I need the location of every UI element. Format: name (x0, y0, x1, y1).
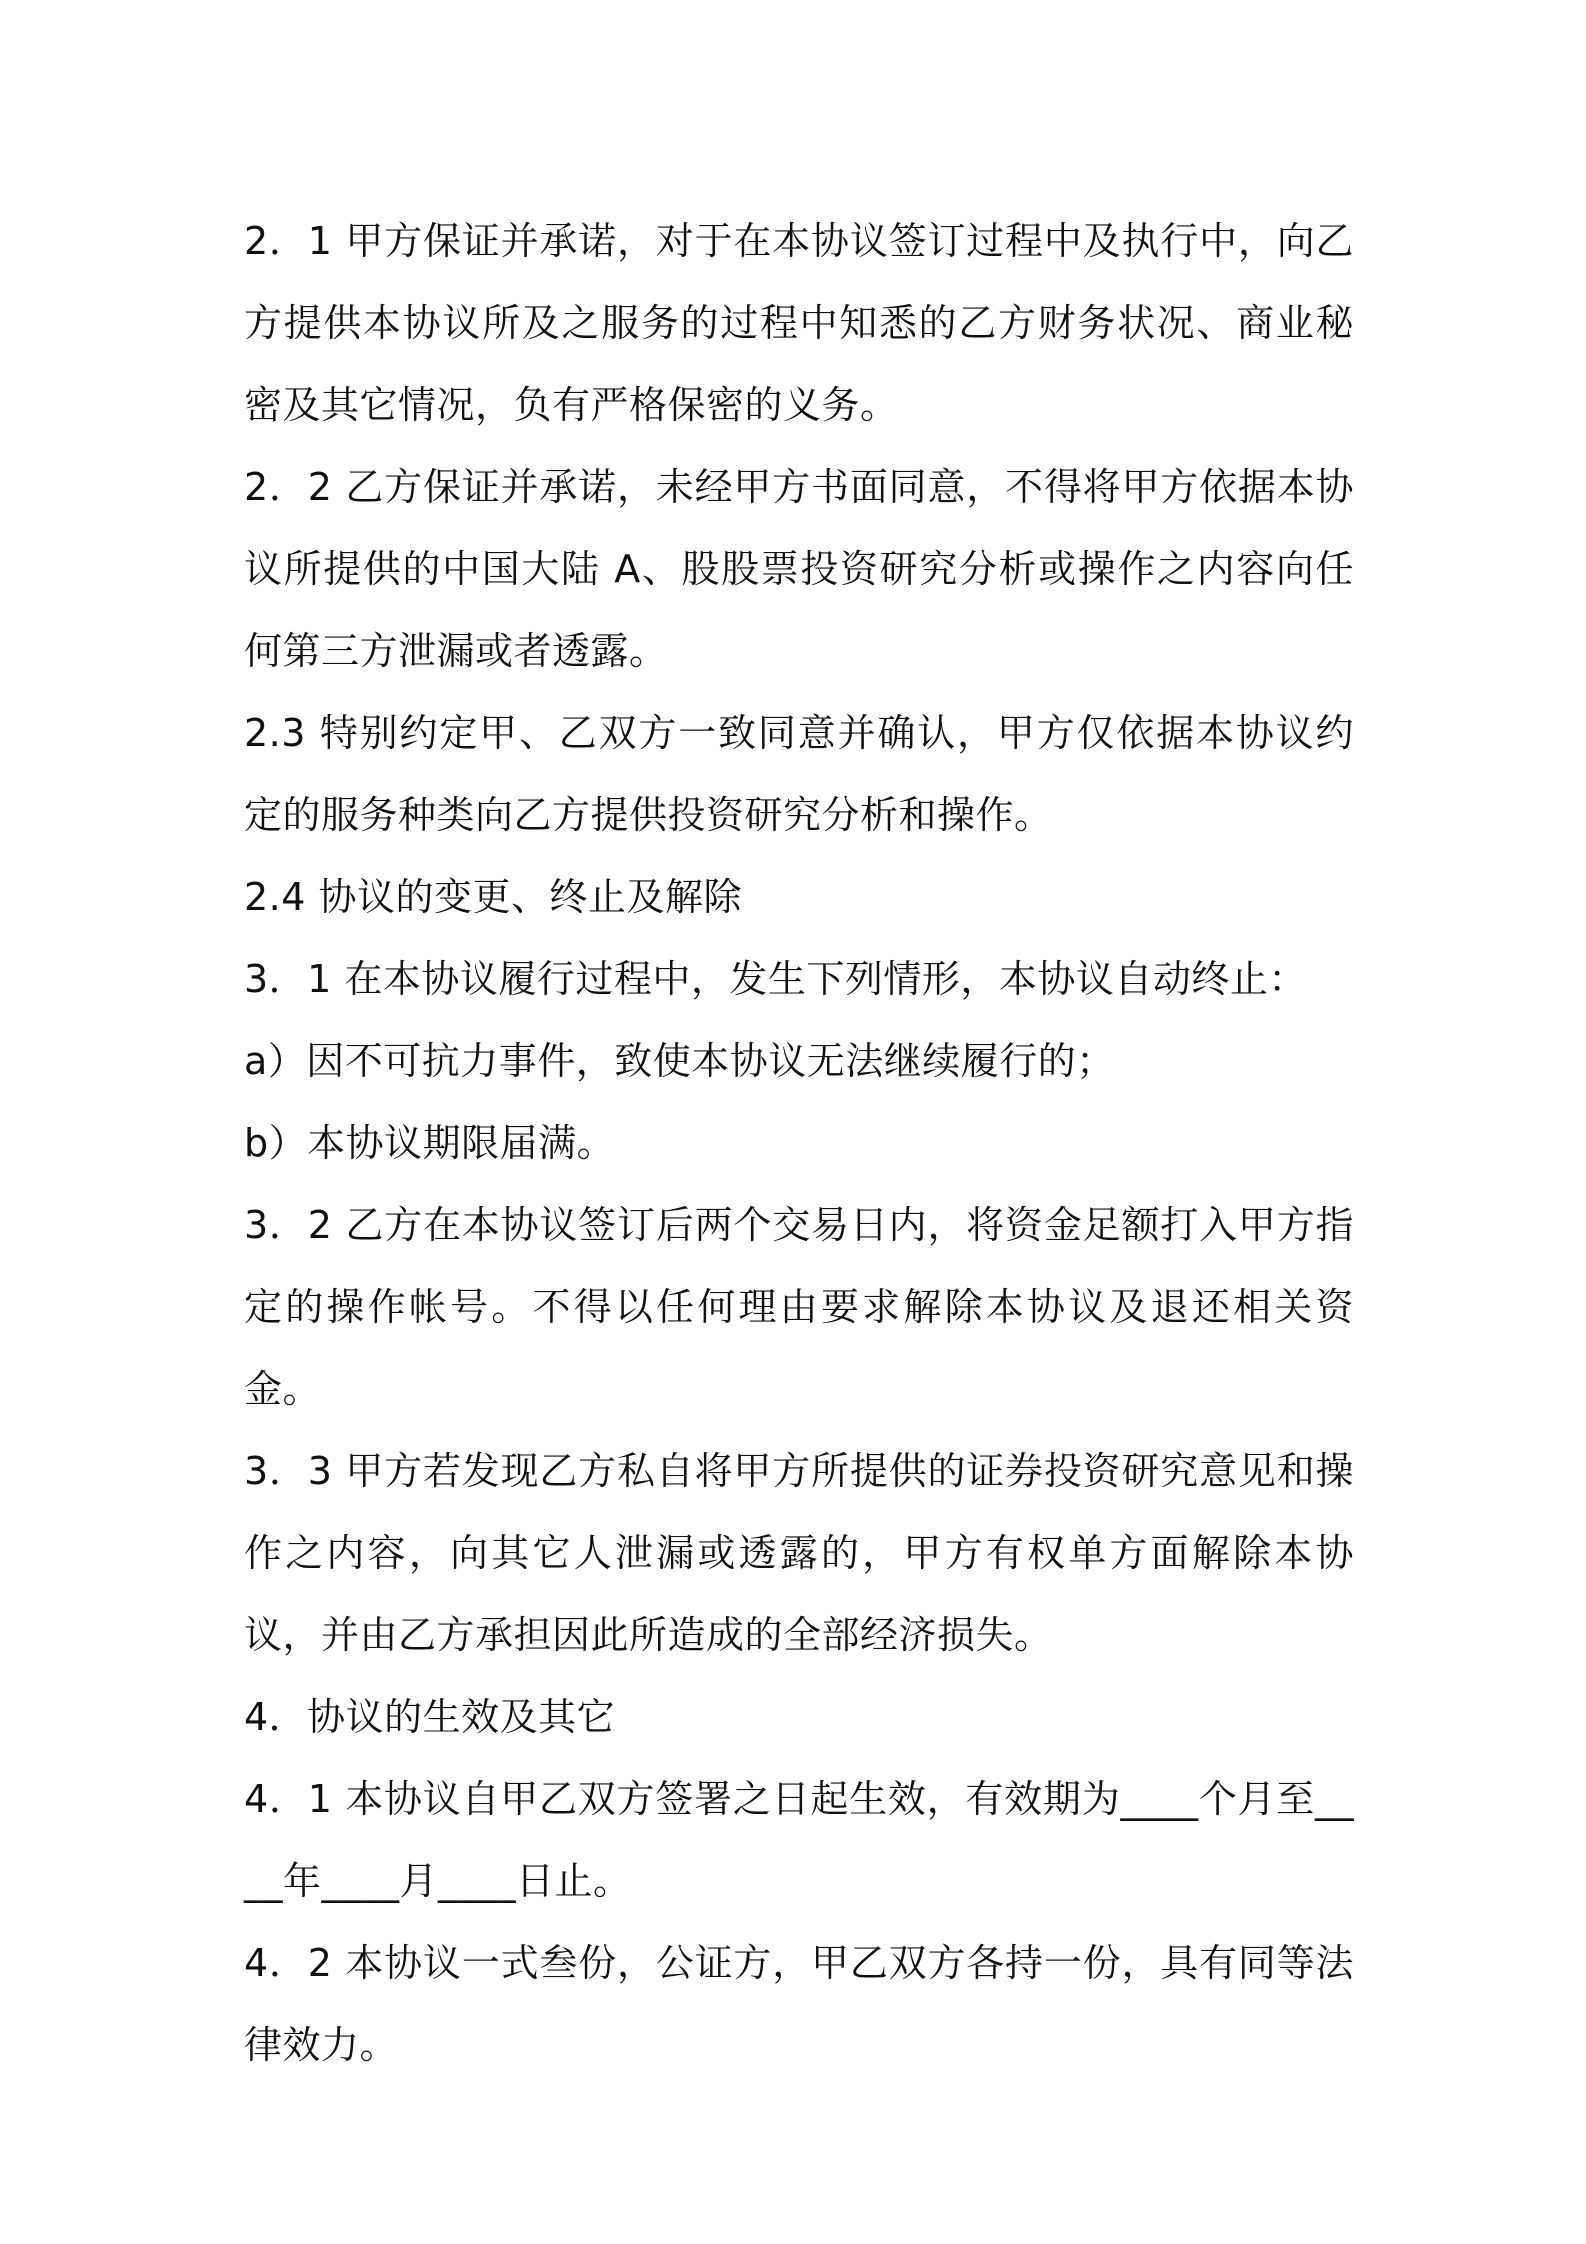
section-heading-2-4: 2.4 协议的变更、终止及解除 (244, 875, 743, 919)
clause-3-3: 3．3 甲方若发现乙方私自将甲方所提供的证券投资研究意见和操作之内容，向其它人泄漏或透露的，甲方有权单方面解除本协议，并由乙方承担因此所造成的全部经济损失。 (244, 1449, 1354, 1657)
clause-3-2: 3．2 乙方在本协议签订后两个交易日内，将资金足额打入甲方指定的操作帐号。不得以任何理由要求解除本协议及退还相关资金。 (244, 1203, 1354, 1411)
section-heading-4: 4．协议的生效及其它 (244, 1695, 616, 1739)
clause-3-1: 3．1 在本协议履行过程中，发生下列情形，本协议自动终止： (244, 957, 1307, 1001)
clause-4-1: 4．1 本协议自甲乙双方签署之日起生效，有效期为____个月至____年____月____日止。 (244, 1777, 1354, 1903)
clause-2-3: 2.3 特别约定甲、乙双方一致同意并确认，甲方仅依据本协议约定的服务种类向乙方提供投资研究分析和操作。 (244, 711, 1354, 837)
clause-3-1-item-a: a）因不可抗力事件，致使本协议无法继续履行的； (244, 1039, 1115, 1083)
document-body (244, 200, 1354, 2086)
clause-3-1-item-b: b）本协议期限届满。 (244, 1121, 616, 1165)
clause-2-1: 2．1 甲方保证并承诺，对于在本协议签订过程中及执行中，向乙方提供本协议所及之服务的过程中知悉的乙方财务状况、商业秘密及其它情况，负有严格保密的义务。 (244, 219, 1354, 427)
clause-2-2: 2．2 乙方保证并承诺，未经甲方书面同意，不得将甲方依据本协议所提供的中国大陆 A、股股票投资研究分析或操作之内容向任何第三方泄漏或者透露。 (244, 465, 1354, 673)
clause-4-2: 4．2 本协议一式叁份，公证方，甲乙双方各持一份，具有同等法律效力。 (244, 1941, 1354, 2067)
